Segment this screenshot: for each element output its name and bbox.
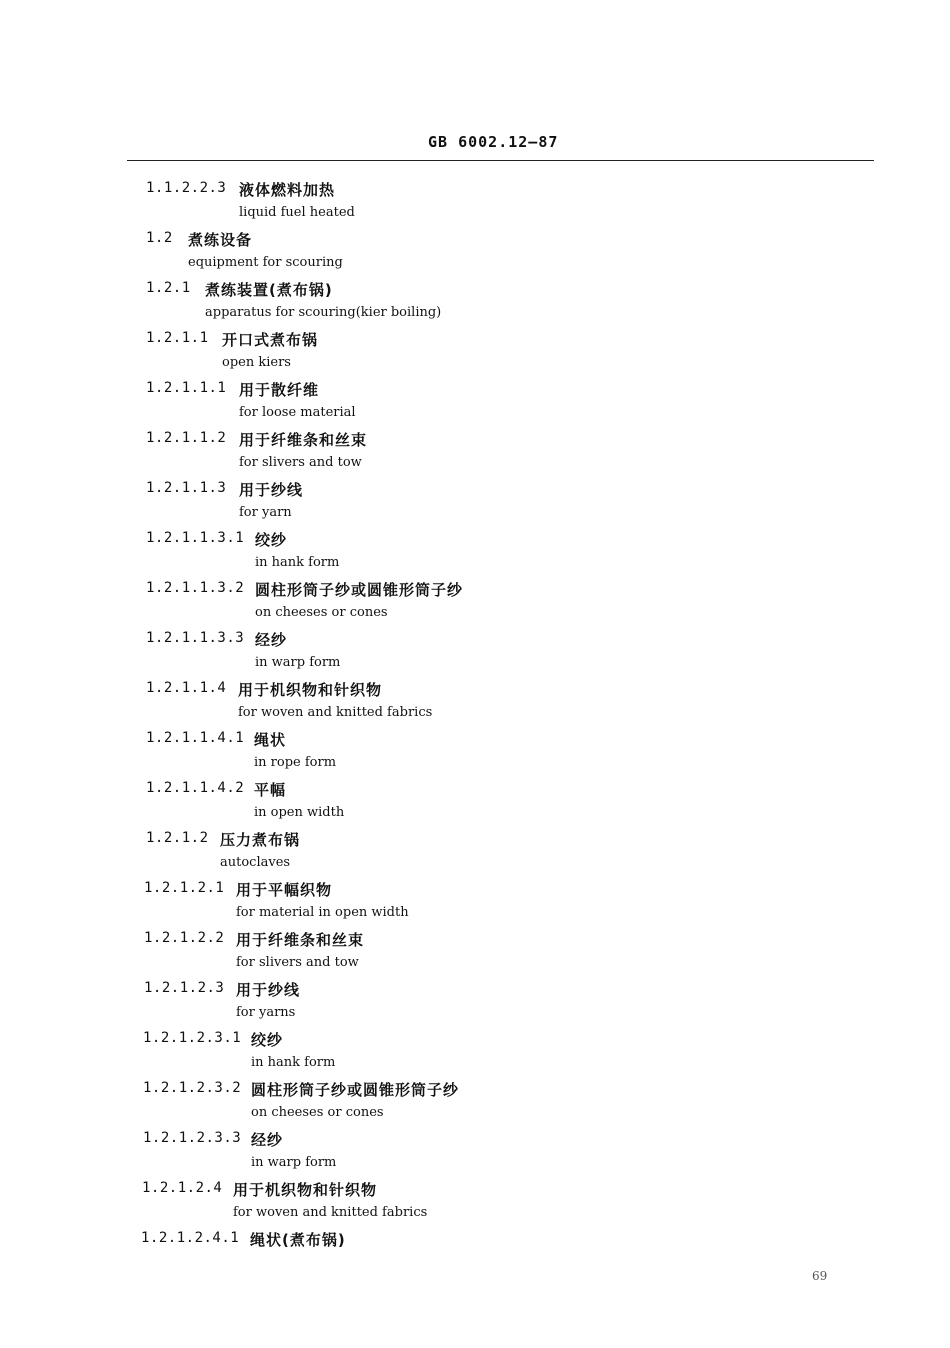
term-entry [0, 480, 950, 530]
term-entry [0, 1230, 950, 1280]
term-chinese: 经纱 [255, 631, 288, 649]
term-number: 1.2.1.1.4.1 [146, 730, 245, 746]
term-chinese: 绳状(煮布锅) [250, 1231, 346, 1249]
term-entry [0, 1080, 950, 1130]
term-number: 1.2.1.1.3.3 [146, 630, 245, 646]
term-english: apparatus for scouring(kier boiling) [205, 305, 442, 320]
term-english: for yarn [239, 505, 292, 520]
term-entry [0, 1180, 950, 1230]
term-chinese: 用于纱线 [239, 481, 304, 499]
term-entry [0, 380, 950, 430]
term-entry [0, 430, 950, 480]
term-english: in rope form [254, 755, 337, 770]
term-entry [0, 730, 950, 780]
term-number: 1.2.1.2 [146, 830, 209, 846]
term-number: 1.2.1.1.3.2 [146, 580, 245, 596]
term-entry [0, 530, 950, 580]
term-english: in warp form [251, 1155, 337, 1170]
term-entry [0, 980, 950, 1030]
term-number: 1.2.1.2.3.1 [143, 1030, 242, 1046]
term-number: 1.2 [146, 230, 173, 246]
term-chinese: 开口式煮布锅 [222, 331, 319, 349]
term-entry [0, 830, 950, 880]
term-chinese: 绳状 [254, 731, 287, 749]
term-chinese: 用于散纤维 [239, 381, 320, 399]
term-entry [0, 180, 950, 230]
term-number: 1.2.1.2.3 [144, 980, 225, 996]
term-chinese: 煮练设备 [188, 231, 253, 249]
term-chinese: 用于机织物和针织物 [238, 681, 383, 699]
term-english: in hank form [255, 555, 340, 570]
term-chinese: 经纱 [251, 1131, 284, 1149]
term-english: for material in open width [236, 905, 409, 920]
term-chinese: 压力煮布锅 [220, 831, 301, 849]
term-number: 1.1.2.2.3 [146, 180, 227, 196]
term-chinese: 用于纤维条和丝束 [239, 431, 368, 449]
term-english: in hank form [251, 1055, 336, 1070]
term-chinese: 圆柱形筒子纱或圆锥形筒子纱 [251, 1081, 460, 1099]
term-english: liquid fuel heated [239, 205, 355, 220]
term-entry [0, 230, 950, 280]
term-chinese: 用于纱线 [236, 981, 301, 999]
term-english: for woven and knitted fabrics [233, 1205, 428, 1220]
term-number: 1.2.1.2.1 [144, 880, 225, 896]
term-number: 1.2.1.2.4 [142, 1180, 223, 1196]
standard-code: GB 6002.12—87 [428, 133, 559, 151]
term-entry [0, 280, 950, 330]
term-english: on cheeses or cones [255, 605, 388, 620]
term-chinese: 绞纱 [251, 1031, 284, 1049]
term-english: for slivers and tow [236, 955, 359, 970]
term-entry [0, 880, 950, 930]
term-number: 1.2.1.2.3.2 [143, 1080, 242, 1096]
term-english: for woven and knitted fabrics [238, 705, 433, 720]
term-number: 1.2.1.2.2 [144, 930, 225, 946]
term-chinese: 绞纱 [255, 531, 288, 549]
term-english: open kiers [222, 355, 291, 370]
term-entry [0, 630, 950, 680]
term-chinese: 用于机织物和针织物 [233, 1181, 378, 1199]
term-entry [0, 330, 950, 380]
term-number: 1.2.1.1 [146, 330, 209, 346]
term-number: 1.2.1.1.4.2 [146, 780, 245, 796]
term-english: for loose material [239, 405, 356, 420]
term-english: autoclaves [220, 855, 291, 870]
term-number: 1.2.1.2.3.3 [143, 1130, 242, 1146]
term-english: in open width [254, 805, 345, 820]
term-chinese: 用于纤维条和丝束 [236, 931, 365, 949]
term-english: in warp form [255, 655, 341, 670]
term-number: 1.2.1.2.4.1 [141, 1230, 240, 1246]
term-entry [0, 780, 950, 830]
term-entry [0, 1130, 950, 1180]
term-chinese: 用于平幅织物 [236, 881, 333, 899]
term-number: 1.2.1.1.2 [146, 430, 227, 446]
term-english: for yarns [236, 1005, 296, 1020]
term-entry [0, 1030, 950, 1080]
term-english: equipment for scouring [188, 255, 343, 270]
term-entry [0, 680, 950, 730]
term-entry [0, 930, 950, 980]
term-entry [0, 580, 950, 630]
term-chinese: 液体燃料加热 [239, 181, 336, 199]
term-chinese: 平幅 [254, 781, 287, 799]
term-number: 1.2.1.1.3 [146, 480, 227, 496]
term-chinese: 煮练装置(煮布锅) [205, 281, 333, 299]
term-number: 1.2.1.1.1 [146, 380, 227, 396]
page-number: 69 [812, 1269, 828, 1283]
term-english: on cheeses or cones [251, 1105, 384, 1120]
term-number: 1.2.1.1.4 [146, 680, 227, 696]
term-chinese: 圆柱形筒子纱或圆锥形筒子纱 [255, 581, 464, 599]
term-number: 1.2.1 [146, 280, 191, 296]
term-number: 1.2.1.1.3.1 [146, 530, 245, 546]
term-english: for slivers and tow [239, 455, 362, 470]
